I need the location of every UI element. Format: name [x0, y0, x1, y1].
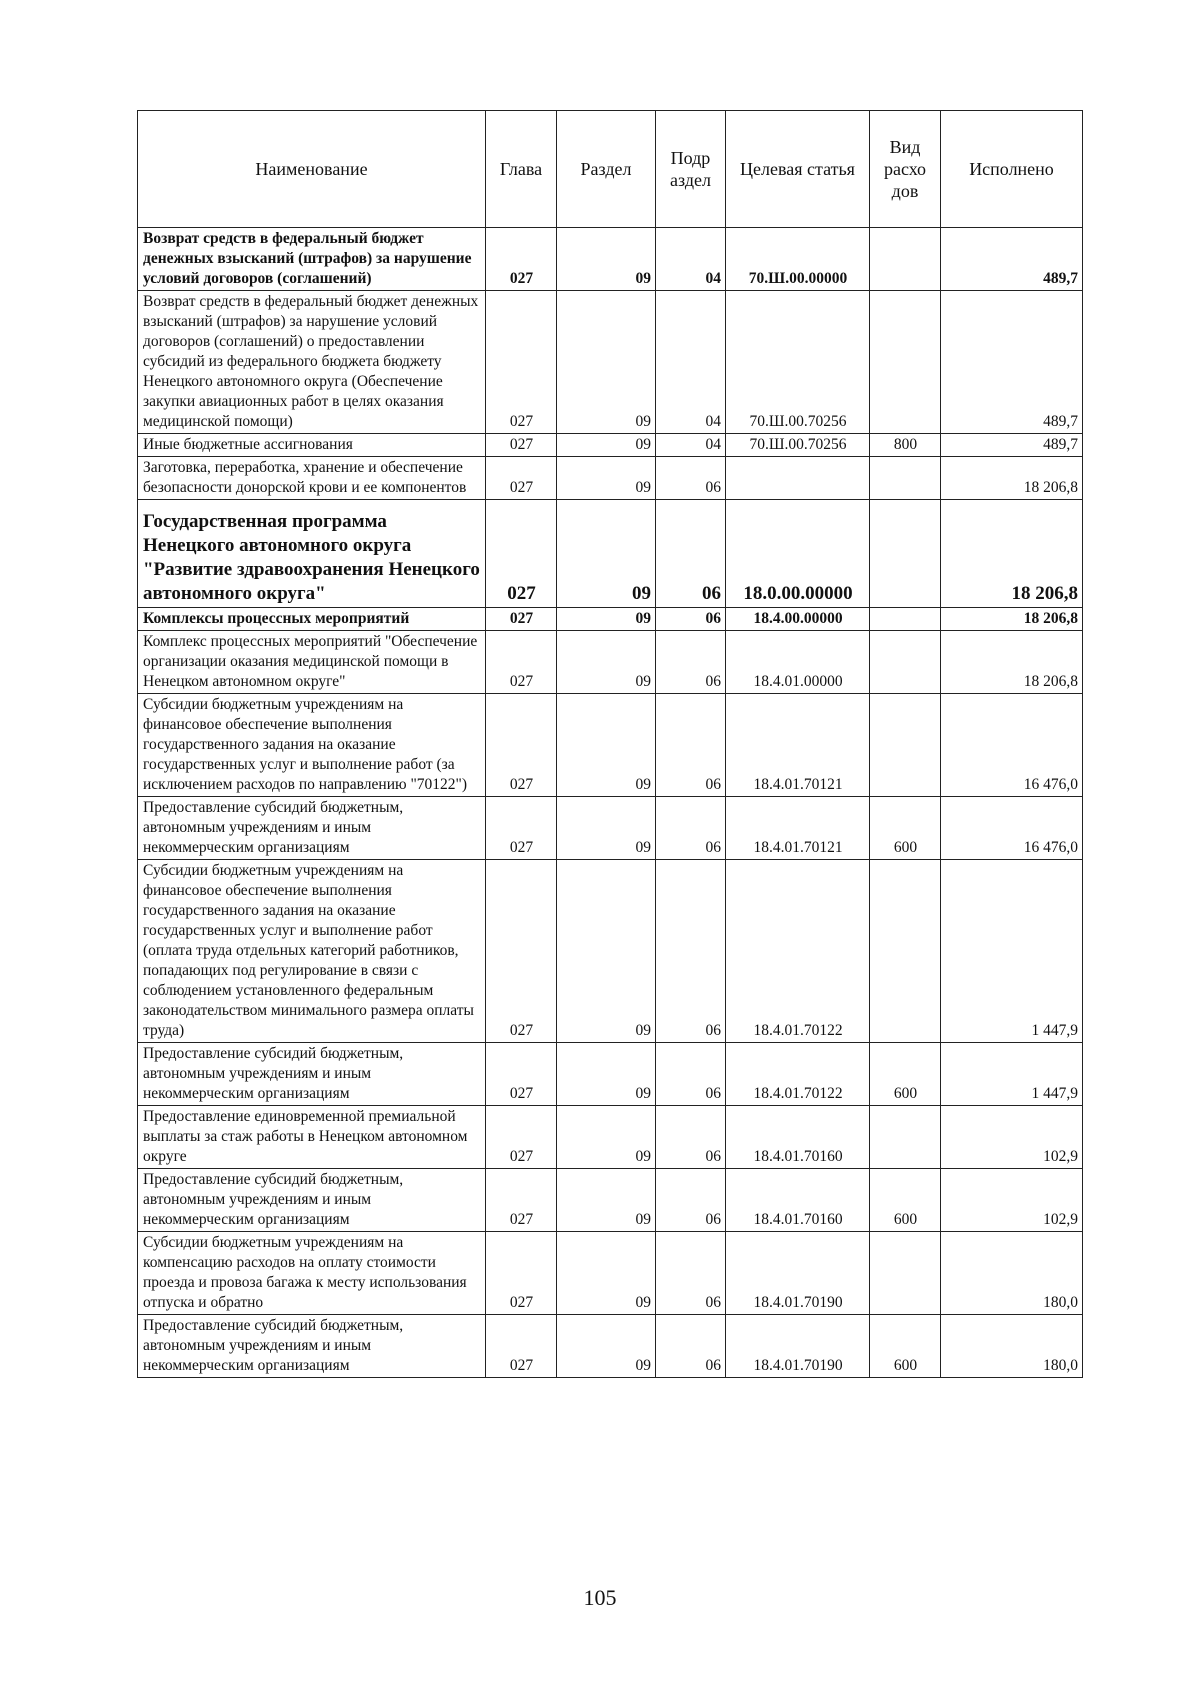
table-row	[138, 1106, 1083, 1169]
table-row	[138, 631, 1083, 694]
header-executed: Исполнено	[941, 111, 1083, 228]
cell-chapter: 027	[486, 1232, 557, 1315]
cell-name: Предоставление субсидий бюджетным, автономным учреждениям и иным некоммерческим организациям	[138, 1043, 486, 1106]
cell-chapter: 027	[486, 457, 557, 500]
table-row	[138, 1315, 1083, 1378]
cell-executed: 489,7	[941, 434, 1083, 457]
table-header-row	[138, 111, 1083, 228]
cell-subsection: 06	[656, 608, 726, 631]
cell-name: Иные бюджетные ассигнования	[138, 434, 486, 457]
cell-name: Предоставление субсидий бюджетным, автономным учреждениям и иным некоммерческим организациям	[138, 1169, 486, 1232]
table-row	[138, 608, 1083, 631]
cell-chapter: 027	[486, 694, 557, 797]
cell-section: 09	[557, 631, 656, 694]
cell-chapter: 027	[486, 1043, 557, 1106]
cell-subsection: 06	[656, 860, 726, 1043]
cell-section: 09	[557, 1232, 656, 1315]
cell-executed: 16 476,0	[941, 694, 1083, 797]
cell-name: Предоставление субсидий бюджетным, автономным учреждениям и иным некоммерческим организациям	[138, 1315, 486, 1378]
cell-expense-type: 800	[870, 434, 941, 457]
header-section: Раздел	[557, 111, 656, 228]
cell-executed: 18 206,8	[941, 500, 1083, 608]
cell-section: 09	[557, 228, 656, 291]
cell-target: 18.4.01.70122	[726, 1043, 870, 1106]
cell-subsection: 06	[656, 1169, 726, 1232]
cell-executed: 18 206,8	[941, 608, 1083, 631]
header-subsection: Подр аздел	[656, 111, 726, 228]
cell-name: Комплекс процессных мероприятий "Обеспечение организации оказания медицинской помощи в Ненецком автономном округе"	[138, 631, 486, 694]
cell-subsection: 04	[656, 434, 726, 457]
cell-target	[726, 457, 870, 500]
cell-target: 18.0.00.00000	[726, 500, 870, 608]
cell-target: 18.4.01.70160	[726, 1169, 870, 1232]
cell-expense-type	[870, 860, 941, 1043]
budget-table	[137, 110, 1083, 1378]
cell-executed: 489,7	[941, 228, 1083, 291]
cell-target: 70.Ш.00.70256	[726, 291, 870, 434]
cell-chapter: 027	[486, 797, 557, 860]
cell-name: Заготовка, переработка, хранение и обеспечение безопасности донорской крови и ее компонентов	[138, 457, 486, 500]
cell-target: 70.Ш.00.70256	[726, 434, 870, 457]
cell-target: 18.4.01.70160	[726, 1106, 870, 1169]
cell-section: 09	[557, 291, 656, 434]
cell-section: 09	[557, 694, 656, 797]
cell-executed: 489,7	[941, 291, 1083, 434]
cell-name: Возврат средств в федеральный бюджет денежных взысканий (штрафов) за нарушение условий договоров (соглашений)	[138, 228, 486, 291]
cell-subsection: 06	[656, 500, 726, 608]
cell-subsection: 06	[656, 797, 726, 860]
cell-expense-type	[870, 457, 941, 500]
cell-subsection: 06	[656, 1315, 726, 1378]
cell-section: 09	[557, 860, 656, 1043]
cell-expense-type	[870, 228, 941, 291]
cell-expense-type: 600	[870, 1169, 941, 1232]
cell-section: 09	[557, 1043, 656, 1106]
cell-subsection: 06	[656, 631, 726, 694]
table-row	[138, 797, 1083, 860]
cell-subsection: 06	[656, 457, 726, 500]
cell-expense-type	[870, 608, 941, 631]
cell-name: Субсидии бюджетным учреждениям на компенсацию расходов на оплату стоимости проезда и провоза багажа к месту использования отпуска и обратно	[138, 1232, 486, 1315]
cell-name: Возврат средств в федеральный бюджет денежных взысканий (штрафов) за нарушение условий договоров (соглашений) о предоставлении субсидий из федерального бюджета бюджету Ненецкого автономного округа (Обеспечение закупки авиационных работ в целях оказания медицинской помощи)	[138, 291, 486, 434]
cell-executed: 16 476,0	[941, 797, 1083, 860]
cell-expense-type	[870, 500, 941, 608]
cell-section: 09	[557, 1106, 656, 1169]
table-row	[138, 500, 1083, 608]
header-target: Целевая статья	[726, 111, 870, 228]
cell-chapter: 027	[486, 434, 557, 457]
cell-expense-type: 600	[870, 1315, 941, 1378]
cell-executed: 18 206,8	[941, 457, 1083, 500]
cell-expense-type	[870, 291, 941, 434]
cell-target: 18.4.00.00000	[726, 608, 870, 631]
cell-name: Предоставление субсидий бюджетным, автономным учреждениям и иным некоммерческим организациям	[138, 797, 486, 860]
cell-name: Субсидии бюджетным учреждениям на финансовое обеспечение выполнения государственного задания на оказание государственных услуг и выполнение работ (оплата труда отдельных категорий работников, попадающих под регулирование в связи с соблюдением установленного федеральным законодательством минимального размера оплаты труда)	[138, 860, 486, 1043]
cell-section: 09	[557, 500, 656, 608]
cell-chapter: 027	[486, 608, 557, 631]
cell-subsection: 04	[656, 291, 726, 434]
cell-section: 09	[557, 434, 656, 457]
cell-target: 18.4.01.70122	[726, 860, 870, 1043]
cell-subsection: 06	[656, 1232, 726, 1315]
table-row	[138, 694, 1083, 797]
table-row	[138, 291, 1083, 434]
table-row	[138, 1232, 1083, 1315]
cell-section: 09	[557, 457, 656, 500]
cell-name: Комплексы процессных мероприятий	[138, 608, 486, 631]
cell-executed: 18 206,8	[941, 631, 1083, 694]
cell-chapter: 027	[486, 631, 557, 694]
cell-expense-type: 600	[870, 1043, 941, 1106]
cell-executed: 180,0	[941, 1232, 1083, 1315]
cell-executed: 180,0	[941, 1315, 1083, 1378]
cell-subsection: 06	[656, 694, 726, 797]
cell-subsection: 06	[656, 1043, 726, 1106]
cell-chapter: 027	[486, 860, 557, 1043]
cell-chapter: 027	[486, 291, 557, 434]
cell-expense-type	[870, 631, 941, 694]
cell-subsection: 06	[656, 1106, 726, 1169]
cell-expense-type	[870, 1232, 941, 1315]
cell-target: 18.4.01.70121	[726, 797, 870, 860]
cell-executed: 1 447,9	[941, 1043, 1083, 1106]
cell-target: 18.4.01.00000	[726, 631, 870, 694]
cell-expense-type	[870, 1106, 941, 1169]
cell-section: 09	[557, 1315, 656, 1378]
header-expense-type: Вид расхо дов	[870, 111, 941, 228]
cell-target: 18.4.01.70190	[726, 1232, 870, 1315]
cell-expense-type: 600	[870, 797, 941, 860]
cell-section: 09	[557, 1169, 656, 1232]
cell-target: 18.4.01.70121	[726, 694, 870, 797]
table-row	[138, 860, 1083, 1043]
cell-chapter: 027	[486, 500, 557, 608]
cell-name: Предоставление единовременной премиальной выплаты за стаж работы в Ненецком автономном округе	[138, 1106, 486, 1169]
cell-chapter: 027	[486, 228, 557, 291]
cell-executed: 102,9	[941, 1169, 1083, 1232]
cell-chapter: 027	[486, 1169, 557, 1232]
header-name: Наименование	[138, 111, 486, 228]
table-row	[138, 228, 1083, 291]
cell-subsection: 04	[656, 228, 726, 291]
cell-executed: 1 447,9	[941, 860, 1083, 1043]
cell-section: 09	[557, 608, 656, 631]
cell-target: 18.4.01.70190	[726, 1315, 870, 1378]
cell-name: Государственная программа Ненецкого автономного округа "Развитие здравоохранения Ненецкого автономного округа"	[138, 500, 486, 608]
table-row	[138, 1169, 1083, 1232]
table-body	[138, 228, 1083, 1378]
table-row	[138, 434, 1083, 457]
cell-chapter: 027	[486, 1106, 557, 1169]
cell-section: 09	[557, 797, 656, 860]
cell-executed: 102,9	[941, 1106, 1083, 1169]
cell-name: Субсидии бюджетным учреждениям на финансовое обеспечение выполнения государственного задания на оказание государственных услуг и выполнение работ (за исключением расходов по направлению "70122")	[138, 694, 486, 797]
header-chapter: Глава	[486, 111, 557, 228]
cell-chapter: 027	[486, 1315, 557, 1378]
page-number: 105	[583, 1585, 617, 1610]
cell-target: 70.Ш.00.00000	[726, 228, 870, 291]
cell-expense-type	[870, 694, 941, 797]
table-row	[138, 457, 1083, 500]
table-row	[138, 1043, 1083, 1106]
